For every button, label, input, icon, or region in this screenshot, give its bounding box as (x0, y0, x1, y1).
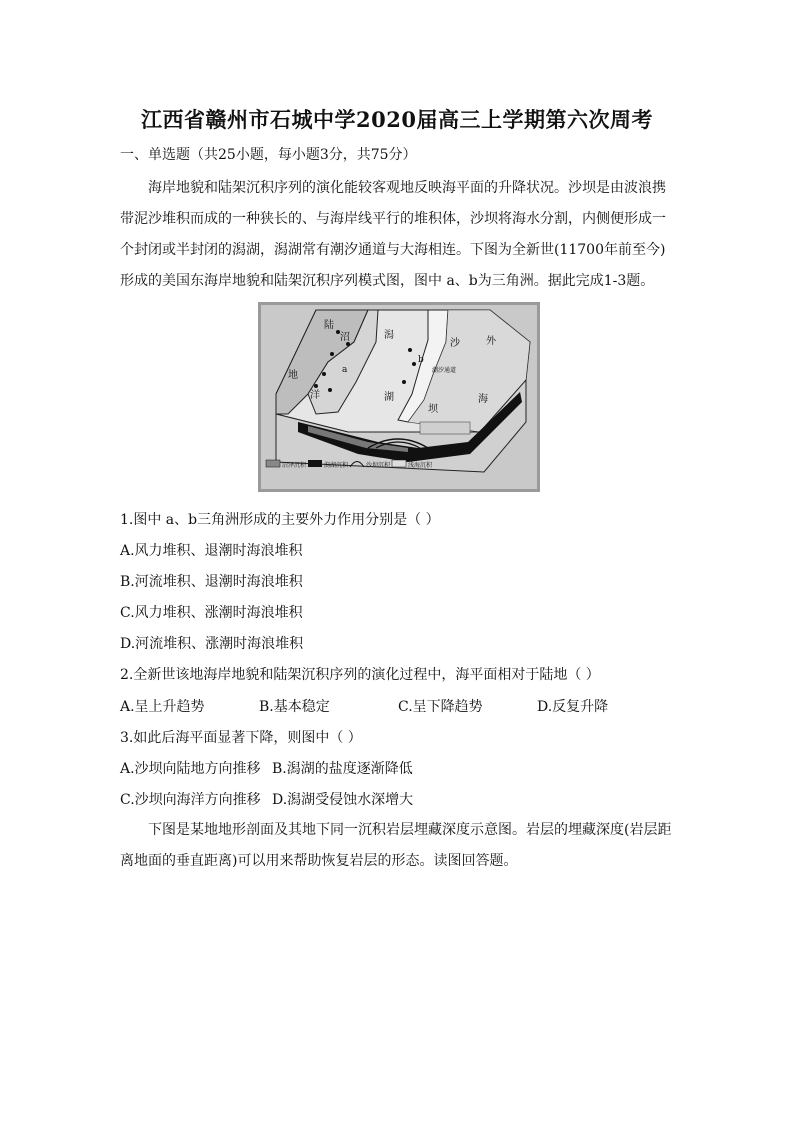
question-2-stem: 2.全新世该地海岸地貌和陆架沉积序列的演化过程中，海平面相对于陆地（ ） (120, 667, 600, 683)
label-lagoon-2: 湖 (384, 392, 394, 403)
legend-marsh: 沼泽沉积 (282, 462, 307, 469)
question-2-options (120, 696, 608, 716)
coastal-deposition-figure (258, 302, 540, 492)
question-3-options-row2 (120, 789, 413, 809)
legend-shallow-sea: 浅海沉积 (408, 462, 433, 469)
question-1-option-c: C.风力堆积、涨潮时海浪堆积 (120, 605, 303, 621)
question-1-option-b: B.河流堆积、退潮时海浪堆积 (120, 574, 303, 590)
question-3-option-d: D.潟湖受侵蚀水深增大 (272, 792, 414, 808)
question-2-option-c: C.呈下降趋势 (398, 699, 483, 715)
section-heading: 一、单选题（共25小题，每小题3分，共75分） (120, 147, 417, 163)
question-2-option-a: A.呈上升趋势 (120, 699, 205, 715)
label-outer-2: 海 (478, 394, 488, 405)
question-1-option-d: D.河流堆积、涨潮时海浪堆积 (120, 636, 304, 652)
label-land: 陆 (324, 320, 334, 331)
legend-swatch-shallow-sea (392, 460, 406, 467)
label-ocean-small: 洋 (310, 390, 320, 401)
page-title: 江西省赣州市石城中学2020届高三上学期第六次周考 (141, 107, 653, 132)
question-3-stem: 3.如此后海平面显著下降，则图中（ ） (120, 730, 362, 746)
label-a: a (342, 365, 348, 375)
shallow-sea-deposit (420, 422, 470, 434)
legend-swatch-marsh (266, 460, 280, 467)
question-1-stem: 1.图中 a、b三角洲形成的主要外力作用分别是（ ） (120, 512, 440, 528)
legend-swatch-lagoon (308, 460, 322, 467)
label-lagoon-1: 潟 (384, 330, 394, 341)
label-marsh: 沼 (340, 332, 350, 343)
label-tidal-channel: 潮汐通道 (432, 367, 457, 374)
question-2-option-b: B.基本稳定 (259, 699, 330, 715)
label-outer-1: 外 (486, 336, 496, 347)
label-b: b (418, 355, 424, 365)
label-sand-2: 坝 (428, 404, 438, 415)
legend-sandbar: 沙坝沉积 (366, 462, 391, 469)
question-3-option-c: C.沙坝向海洋方向推移 (120, 792, 261, 808)
question-1-option-a: A.风力堆积、退潮时海浪堆积 (120, 543, 303, 559)
question-3-options-row1 (120, 758, 413, 778)
label-ground: 地 (288, 370, 298, 381)
label-sand-1: 沙 (450, 338, 460, 349)
question-3-option-b: B.潟湖的盐度逐渐降低 (272, 761, 413, 777)
question-2-option-d: D.反复升降 (537, 699, 609, 715)
intro-paragraph: 海岸地貌和陆架沉积序列的演化能较客观地反映海平面的升降状况。沙坝是由波浪携带泥沙堆积而成的一种狭长的、与海岸线平行的堆积体，沙坝将海水分割，内侧便形成一个封闭或半封闭的潟湖，潟湖常有潮汐通道与大海相连。下图为全新世(11700年前至今)形成的美国东海岸地貌和陆架沉积序列模式图，图中 a、b为三角洲。据此完成1-3题。 (120, 180, 666, 289)
question-3-option-a: A.沙坝向陆地方向推移 (120, 761, 261, 777)
second-intro-paragraph: 下图是某地地形剖面及其地下同一沉积岩层埋藏深度示意图。岩层的埋藏深度(岩层距离地面的垂直距离)可以用来帮助恢复岩层的形态。读图回答题。 (120, 822, 672, 869)
legend-lagoon: 潟湖沉积 (324, 462, 349, 469)
